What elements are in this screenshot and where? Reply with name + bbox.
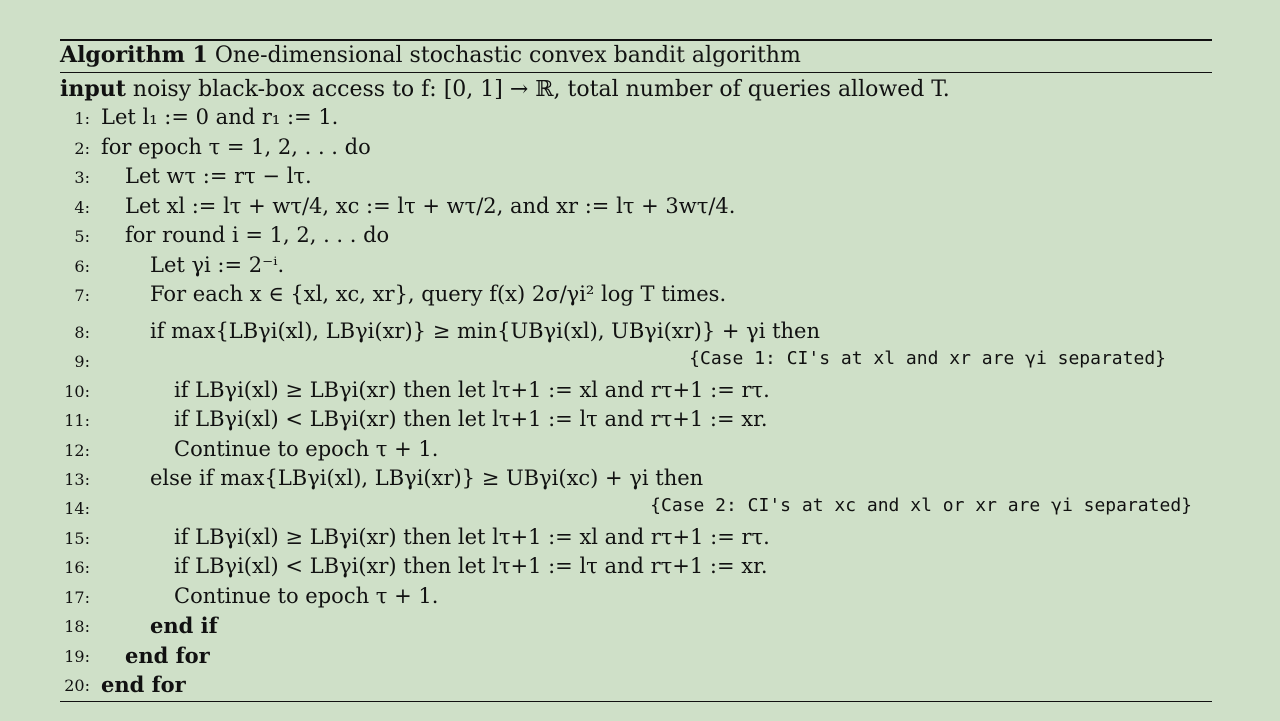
line-text: Let xl := lτ + wτ/4, xc := lτ + wτ/2, and xr := lτ + 3wτ/4. <box>125 194 736 218</box>
line-text: For each x ∈ {xl, xc, xr}, query f(x) 2σ/γi² log T times. <box>150 282 727 306</box>
line-number: 11: <box>64 411 90 430</box>
input-line <box>60 76 950 102</box>
line-number: 12: <box>64 441 90 460</box>
line-text: Continue to epoch τ + 1. <box>174 584 439 608</box>
line-number: 16: <box>64 558 90 577</box>
algorithm-line-15 <box>60 525 1212 553</box>
line-number: 3: <box>74 168 90 187</box>
algorithm-line-13 <box>60 466 1212 494</box>
algorithm-line-4 <box>60 194 1212 222</box>
line-number: 6: <box>74 257 90 276</box>
line-number: 4: <box>74 198 90 217</box>
line-text: Continue to epoch τ + 1. <box>174 437 439 461</box>
algorithm-line-3 <box>60 164 1212 192</box>
line-text: for epoch τ = 1, 2, . . . do <box>101 135 371 159</box>
case-1-comment: {Case 1: CI's at xl and xr are γi separated} <box>689 348 1166 369</box>
line-text: if LBγi(xl) < LBγi(xr) then let lτ+1 := lτ and rτ+1 := xr. <box>174 407 768 431</box>
algorithm-line-9 <box>60 348 1212 376</box>
algorithm-line-10 <box>60 378 1212 406</box>
algorithm-line-7 <box>60 282 1212 310</box>
input-text: noisy black-box access to f: [0, 1] → ℝ, total number of queries allowed T. <box>132 77 950 102</box>
algorithm-title: One-dimensional stochastic convex bandit algorithm <box>214 43 801 68</box>
line-number: 7: <box>74 286 90 305</box>
line-number: 1: <box>74 109 90 128</box>
algorithm-line-16 <box>60 554 1212 582</box>
line-text: end for <box>101 672 186 697</box>
top-rule <box>60 39 1212 41</box>
algorithm-line-14 <box>60 495 1212 523</box>
line-text: for round i = 1, 2, . . . do <box>125 223 390 247</box>
algorithm-line-5 <box>60 223 1212 251</box>
line-number: 17: <box>64 588 90 607</box>
algorithm-line-6 <box>60 253 1212 281</box>
algorithm-line-12 <box>60 437 1212 465</box>
input-keyword: input <box>60 76 126 102</box>
algorithm-line-2 <box>60 135 1212 163</box>
line-number: 2: <box>74 139 90 158</box>
line-number: 10: <box>64 382 90 401</box>
algorithm-line-19 <box>60 643 1212 671</box>
line-text: if LBγi(xl) < LBγi(xr) then let lτ+1 := lτ and rτ+1 := xr. <box>174 554 768 578</box>
line-number: 8: <box>74 323 90 342</box>
line-number: 18: <box>64 617 90 636</box>
line-number: 9: <box>74 352 90 371</box>
caption-rule <box>60 72 1212 73</box>
line-text: if LBγi(xl) ≥ LBγi(xr) then let lτ+1 := xl and rτ+1 := rτ. <box>174 378 770 402</box>
line-number: 5: <box>74 227 90 246</box>
algorithm-line-20 <box>60 672 1212 700</box>
line-number: 14: <box>64 499 90 518</box>
algorithm-line-17 <box>60 584 1212 612</box>
line-number: 19: <box>64 647 90 666</box>
line-text: else if max{LBγi(xl), LBγi(xr)} ≥ UBγi(xc) + γi then <box>150 466 704 490</box>
algorithm-caption <box>60 42 801 68</box>
algorithm-line-18 <box>60 613 1212 641</box>
line-text: end if <box>150 613 218 638</box>
line-text: Let wτ := rτ − lτ. <box>125 164 312 188</box>
line-text: if LBγi(xl) ≥ LBγi(xr) then let lτ+1 := xl and rτ+1 := rτ. <box>174 525 770 549</box>
algorithm-box <box>60 39 1212 703</box>
algorithm-label: Algorithm 1 <box>60 42 208 68</box>
line-text: Let l₁ := 0 and r₁ := 1. <box>101 105 339 129</box>
line-text: end for <box>125 643 210 668</box>
line-text: Let γi := 2⁻ⁱ. <box>150 253 285 277</box>
algorithm-line-8 <box>60 319 1212 347</box>
line-number: 13: <box>64 470 90 489</box>
case-2-comment: {Case 2: CI's at xc and xl or xr are γi separated} <box>650 495 1192 516</box>
bottom-rule <box>60 701 1212 702</box>
line-number: 15: <box>64 529 90 548</box>
algorithm-line-1 <box>60 105 1212 133</box>
line-number: 20: <box>64 676 90 695</box>
line-text: if max{LBγi(xl), LBγi(xr)} ≥ min{UBγi(xl), UBγi(xr)} + γi then <box>150 319 821 343</box>
algorithm-line-11 <box>60 407 1212 435</box>
